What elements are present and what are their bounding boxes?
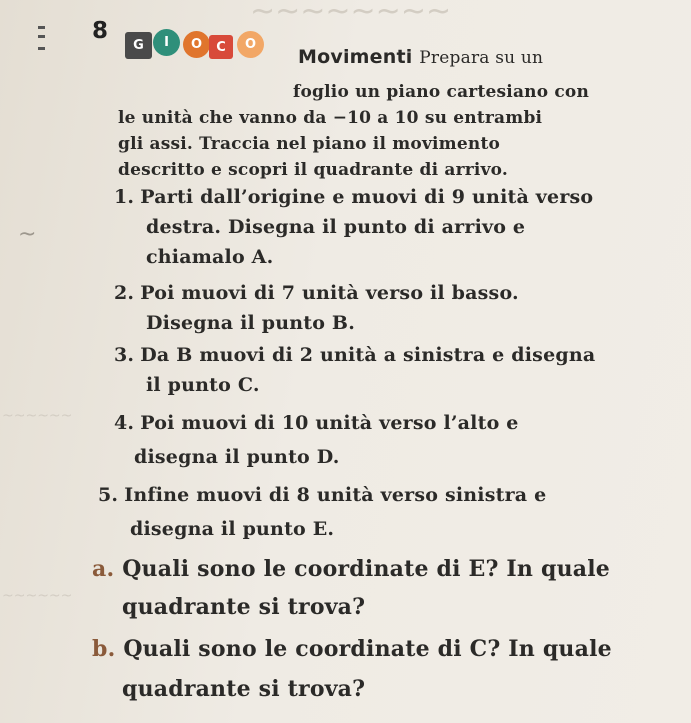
step-1-line: chiamalo A. [146,246,274,268]
step-text: Infine muovi di 8 unità verso sinistra e [124,484,547,506]
section-marker-icon [38,26,45,50]
badge-o: O [183,31,210,58]
step-1-line [114,186,593,208]
bleed-through-text: ~~~~~~ [2,408,73,424]
step-1-line: destra. Disegna il punto di arrivo e [146,216,526,238]
question-b-line: quadrante si trova? [122,676,366,702]
badge-i: I [153,29,180,56]
badge-g: G [125,32,152,59]
exercise-number: 8 [92,18,109,44]
step-text: Parti dall’origine e muovi di 9 unità verso [140,186,594,208]
exercise-title-text: Movimenti [298,46,413,68]
intro-line: gli assi. Traccia nel piano il movimento [118,134,501,154]
step-number: 3. [114,344,135,366]
step-number: 2. [114,282,135,304]
intro-line: le unità che vanno da −10 a 10 su entrambi [118,108,543,128]
intro-line: Prepara su un [419,48,544,68]
step-4-line [114,412,519,434]
step-4-line: disegna il punto D. [134,446,340,468]
question-text: Quali sono le coordinate di C? In quale [123,636,612,662]
step-3-line: il punto C. [146,374,260,396]
intro-line: descritto e scopri il quadrante di arrivo. [118,160,509,180]
step-text: Poi muovi di 10 unità verso l’alto e [140,412,519,434]
question-text: Quali sono le coordinate di E? In quale [122,556,610,582]
pencil-mark: ~ [18,222,37,247]
step-2-line: Disegna il punto B. [146,312,356,334]
step-number: 1. [114,186,135,208]
step-2-line [114,282,519,304]
question-label: b. [92,636,116,662]
badge-o-2: O [237,31,264,58]
step-text: Poi muovi di 7 unità verso il basso. [140,282,519,304]
step-text: Da B muovi di 2 unità a sinistra e disegna [140,344,596,366]
question-a-line [92,556,610,582]
step-number: 4. [114,412,135,434]
badge-c: C [209,35,233,59]
bleed-through-text: ~~~~~~ [2,588,73,604]
question-b-line [92,636,612,662]
question-label: a. [92,556,115,582]
step-3-line [114,344,595,366]
bleed-through-text: ~~~~~~~~ [250,0,452,29]
skill-badges [125,29,285,57]
exercise-title [298,46,543,68]
step-5-line: disegna il punto E. [130,518,335,540]
step-number: 5. [98,484,119,506]
intro-line: foglio un piano cartesiano con [293,82,590,102]
question-a-line: quadrante si trova? [122,594,366,620]
step-5-line [98,484,546,506]
